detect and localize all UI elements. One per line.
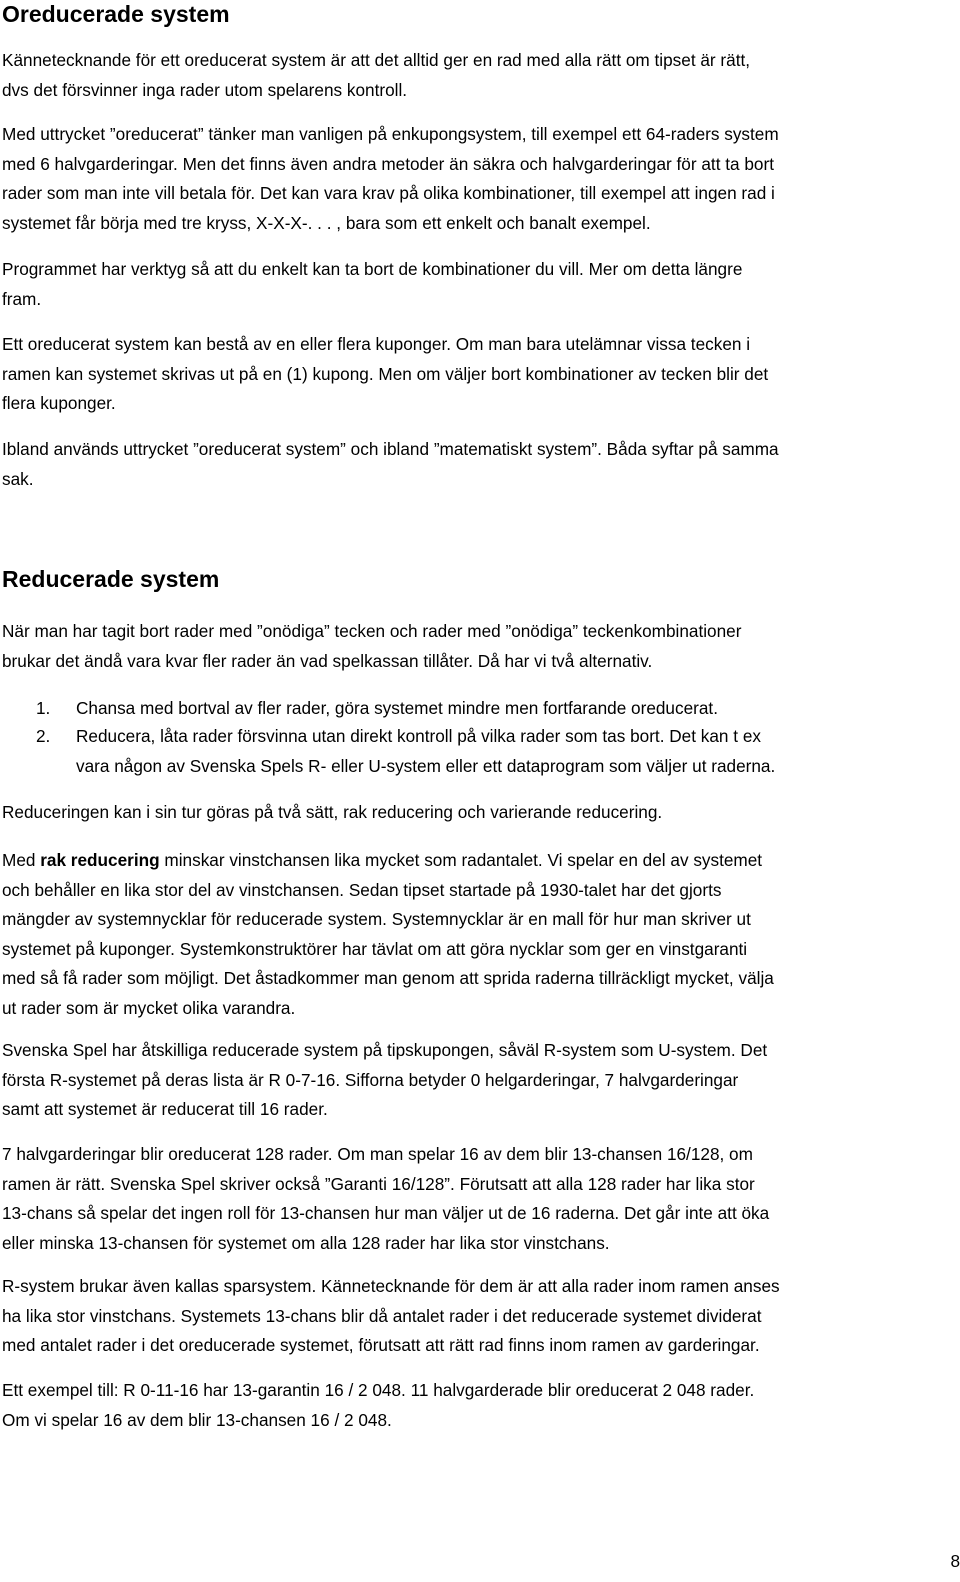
text-line: dvs det försvinner inga rader utom spelarens kontroll.	[2, 79, 408, 100]
text-line: Chansa med bortval av fler rader, göra systemet mindre men fortfarande oreducerat.	[76, 698, 718, 718]
paragraph	[2, 1376, 957, 1435]
list-number: 2.	[36, 726, 51, 746]
paragraph	[2, 1272, 957, 1361]
text-line: brukar det ändå vara kvar fler rader än vad spelkassan tillåter. Då har vi två alternativ.	[2, 650, 653, 671]
text-line: Reduceringen kan i sin tur göras på två sätt, rak reducering och varierande reducering.	[2, 802, 663, 822]
text-line: Ett exempel till: R 0-11-16 har 13-garantin 16 / 2 048. 11 halvgarderade blir oreducerat 2 048 rader.	[2, 1380, 755, 1400]
text-line: Med uttrycket ”oreducerat” tänker man vanligen på enkupongsystem, till exempel ett 64-raders system	[2, 124, 779, 144]
text-line: R-system brukar även kallas sparsystem. Kännetecknande för dem är att alla rader inom ramen anses	[2, 1276, 780, 1296]
text-line: rader som man inte vill betala för. Det kan vara krav på olika kombinationer, till exempel att ingen rad i	[2, 183, 775, 204]
text-line: med antalet rader i det oreducerade systemet, förutsatt att rätt rad finns inom ramen av garderingar.	[2, 1335, 760, 1356]
heading-reducerade-system: Reducerade system	[2, 566, 220, 592]
text-line: fram.	[2, 288, 42, 309]
text-line: När man har tagit bort rader med ”onödiga” tecken och rader med ”onödiga” teckenkombinationer	[2, 621, 742, 641]
text-line: med så få rader som möjligt. Det åstadkommer man genom att sprida raderna tillräckligt mycket, välja	[2, 968, 774, 989]
text-line: Svenska Spel har åtskilliga reducerade system på tipskupongen, såväl R-system som U-system. Det	[2, 1040, 768, 1060]
text-line: 13-chans så spelar det ingen roll för 13-chansen hur man väljer ut de 16 raderna. Det går inte att öka	[2, 1203, 770, 1224]
heading-oreducerade-system: Oreducerade system	[2, 1, 230, 27]
text-line	[2, 846, 957, 876]
paragraph	[2, 46, 957, 105]
text-line: systemet på kuponger. Systemkonstruktörer har tävlat om att göra nycklar som ger en vinstgaranti	[2, 938, 748, 959]
text-line: Kännetecknande för ett oreducerat system är att det alltid ger en rad med alla rätt om tipset är rätt,	[2, 50, 751, 70]
text-line: med 6 halvgarderingar. Men det finns även andra metoder än säkra och halvgarderingar för att ta bort	[2, 153, 774, 174]
text-line: flera kuponger.	[2, 393, 116, 414]
text-line: samt att systemet är reducerat till 16 rader.	[2, 1099, 328, 1120]
paragraph	[2, 1140, 957, 1258]
text-line: ut rader som är mycket olika varandra.	[2, 997, 296, 1018]
paragraph	[2, 617, 957, 676]
text-line: ramen kan systemet skrivas ut på en (1) kupong. Men om väljer bort kombinationer av tecken blir det	[2, 363, 769, 384]
text-line: ramen är rätt. Svenska Spel skriver också ”Garanti 16/128”. Förutsatt att alla 128 rader har lika stor	[2, 1173, 755, 1194]
text-line: och behåller en lika stor del av vinstchansen. Sedan tipset startade på 1930-talet har det gjorts	[2, 879, 722, 900]
list-number: 1.	[36, 698, 51, 718]
bold-term: rak reducering	[40, 850, 160, 870]
text-line: Ett oreducerat system kan bestå av en eller flera kuponger. Om man bara utelämnar vissa tecken i	[2, 334, 751, 354]
text-span: Med	[2, 850, 41, 870]
text-line: systemet får börja med tre kryss, X-X-X-. . . , bara som ett enkelt och banalt exempel.	[2, 212, 651, 233]
text-line: första R-systemet på deras lista är R 0-7-16. Sifforna betyder 0 helgarderingar, 7 halvgarderingar	[2, 1069, 739, 1090]
paragraph	[2, 120, 957, 238]
paragraph	[2, 798, 957, 828]
text-line: Programmet har verktyg så att du enkelt kan ta bort de kombinationer du vill. Mer om detta längre	[2, 259, 743, 279]
text-line: mängder av systemnycklar för reducerade system. Systemnycklar är en mall för hur man skriver ut	[2, 909, 751, 930]
text-line: eller minska 13-chansen för systemet om alla 128 rader har lika stor vinstchans.	[2, 1232, 610, 1253]
text-line: Reducera, låta rader försvinna utan direkt kontroll på vilka rader som tas bort. Det kan t ex	[76, 726, 761, 746]
text-line: 7 halvgarderingar blir oreducerat 128 rader. Om man spelar 16 av dem blir 13-chansen 16/128, om	[2, 1144, 753, 1164]
text-line: Ibland används uttrycket ”oreducerat system” och ibland ”matematiskt system”. Båda syftar på samma	[2, 439, 779, 459]
list-text	[76, 722, 775, 781]
text-line: Om vi spelar 16 av dem blir 13-chansen 16 / 2 048.	[2, 1409, 392, 1430]
text-line: sak.	[2, 468, 34, 489]
text-line: vara någon av Svenska Spels R- eller U-system eller ett dataprogram som väljer ut raderna.	[76, 755, 776, 776]
paragraph	[2, 435, 957, 494]
paragraph	[2, 330, 957, 419]
list-text	[76, 694, 718, 724]
paragraph	[2, 846, 957, 1024]
text-span: minskar vinstchansen lika mycket som radantalet. Vi spelar en del av systemet	[159, 850, 763, 870]
text-line: ha lika stor vinstchans. Systemets 13-chans blir då antalet rader i det reducerade systemet dividerat	[2, 1305, 762, 1326]
paragraph	[2, 1036, 957, 1125]
page-number: 8	[950, 1551, 960, 1571]
paragraph	[2, 255, 957, 314]
